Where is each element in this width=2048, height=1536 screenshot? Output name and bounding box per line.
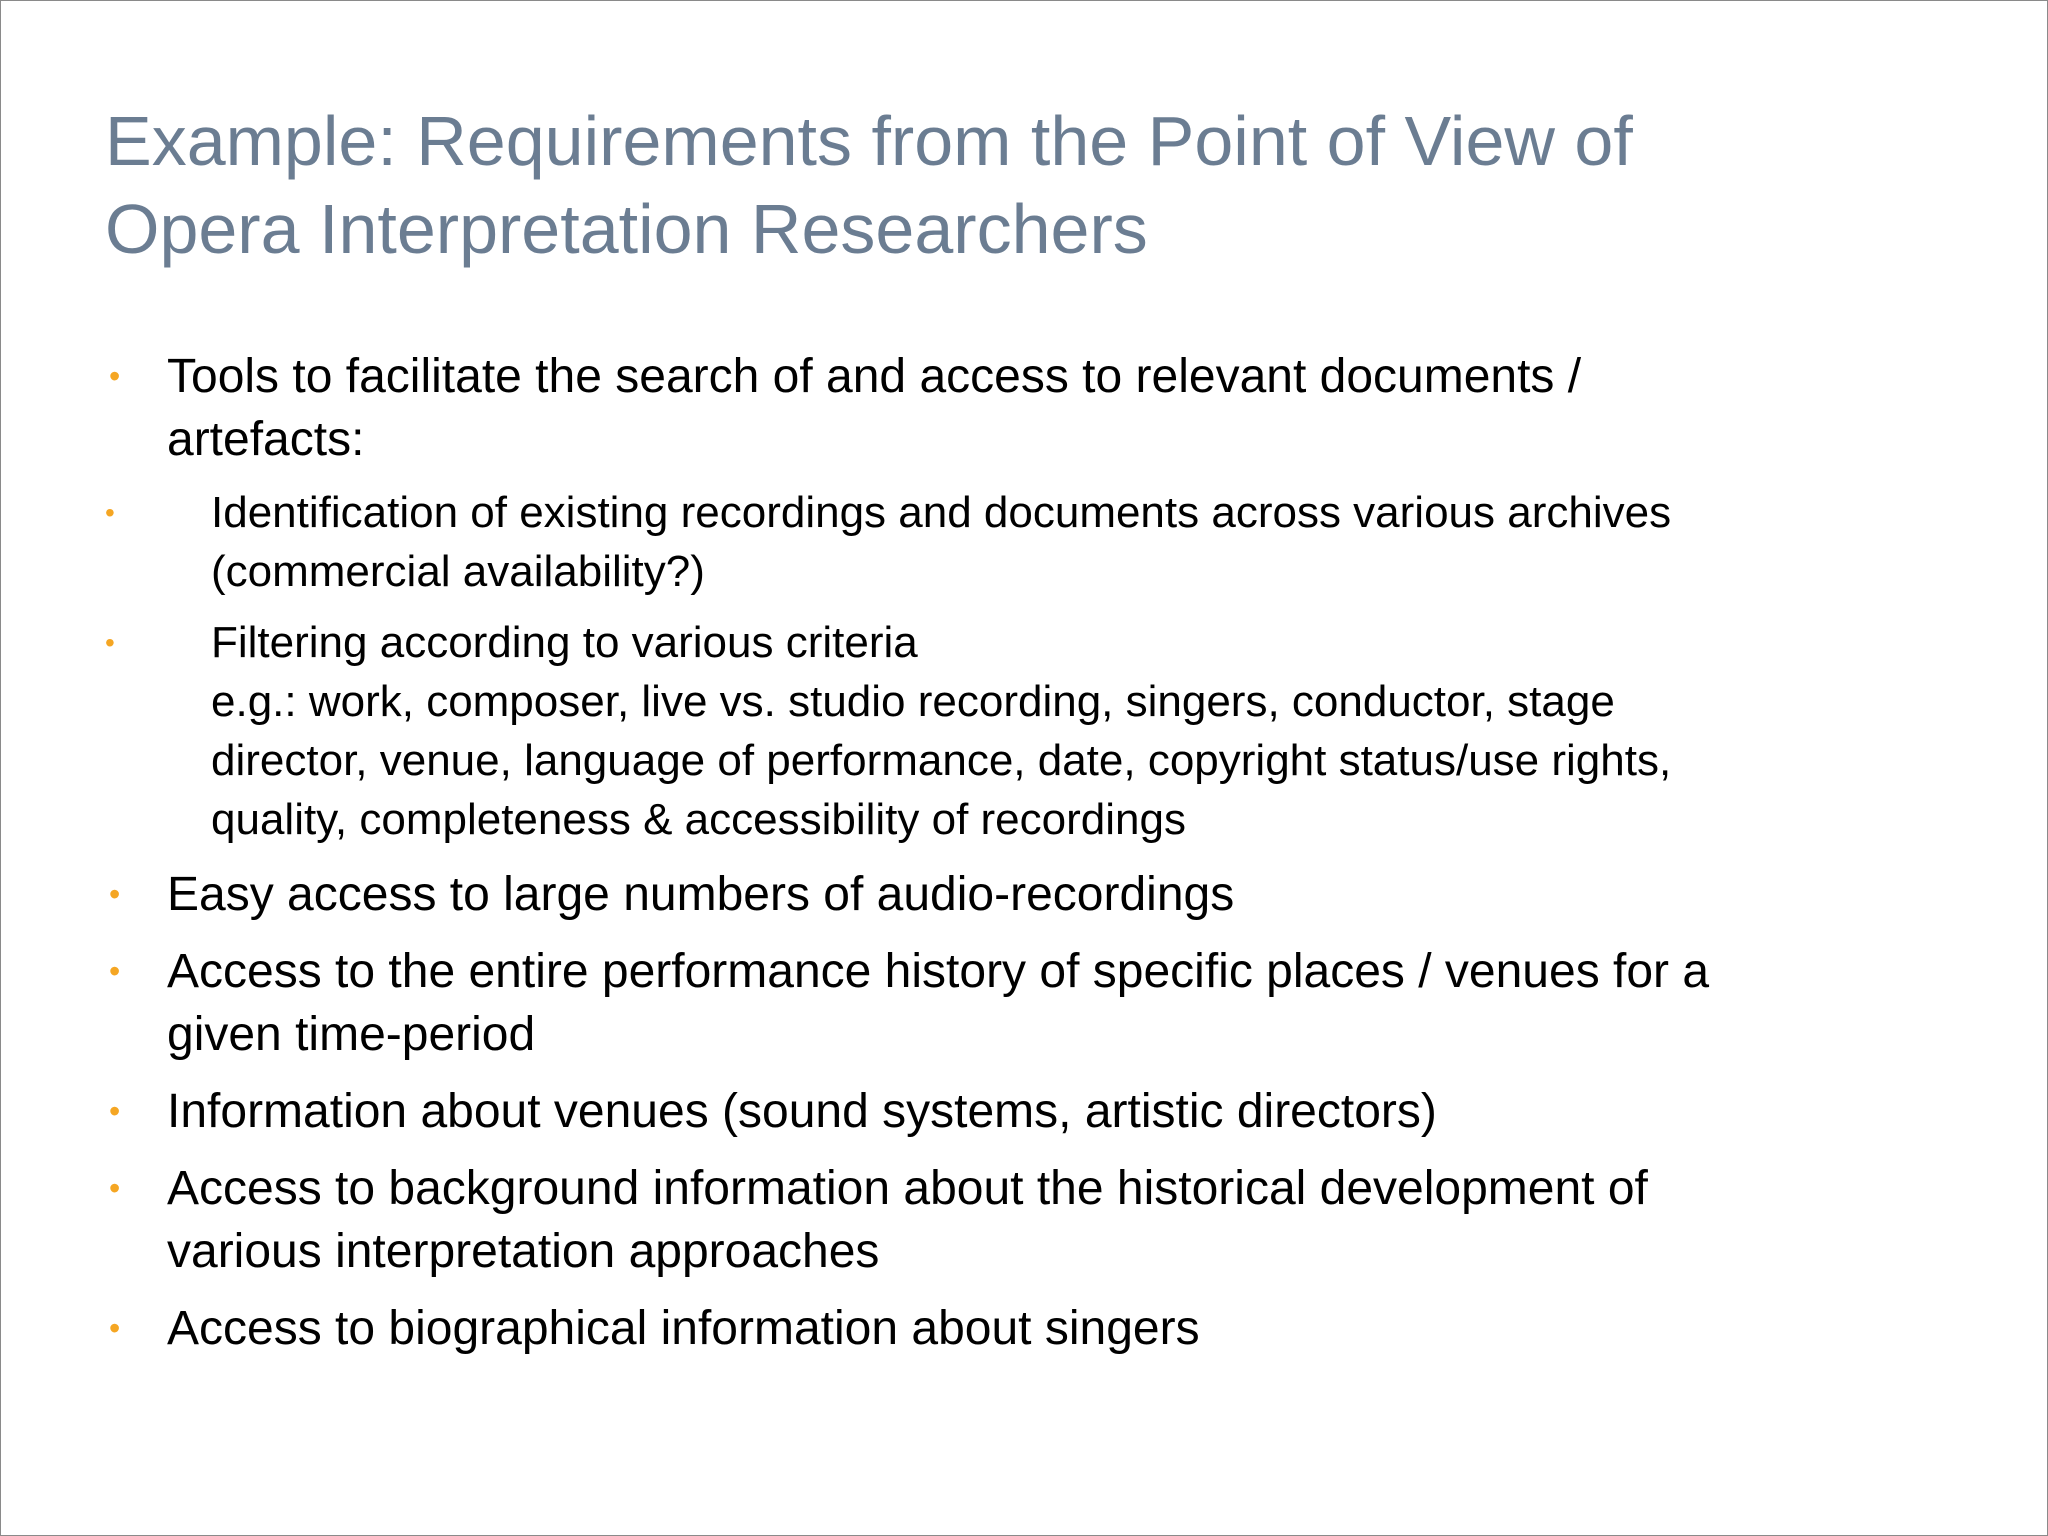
slide-title-line: Opera Interpretation Researchers: [105, 190, 1148, 268]
bullet-item: [105, 1157, 1965, 1283]
sub-bullet-text-line: e.g.: work, composer, live vs. studio recording, singers, conductor, stage: [211, 677, 1615, 726]
bullet-text-line: Access to biographical information about singers: [167, 1302, 1200, 1355]
slide-title-line: Example: Requirements from the Point of View of: [105, 102, 1633, 180]
bullet-icon: •: [109, 1093, 121, 1129]
sub-bullet-text-line: (commercial availability?): [211, 547, 705, 596]
bullet-text-line: Access to the entire performance history of specific places / venues for a: [167, 945, 1710, 998]
bullet-item: [105, 863, 1965, 926]
bullet-icon: •: [109, 1310, 121, 1346]
bullet-icon: •: [109, 358, 121, 394]
bullet-text-line: artefacts:: [167, 413, 365, 466]
bullet-text-line: various interpretation approaches: [167, 1225, 880, 1278]
bullet-text-line: Easy access to large numbers of audio-recordings: [167, 868, 1235, 921]
sub-bullet-item: [105, 613, 1965, 849]
bullet-icon: •: [109, 953, 121, 989]
sub-bullet-text-line: Identification of existing recordings and documents across various archives: [211, 488, 1672, 537]
bullet-list: [105, 345, 1965, 1360]
bullet-text-line: Access to background information about the historical development of: [167, 1162, 1648, 1215]
bullet-item: [105, 1080, 1965, 1143]
sub-bullet-icon: •: [105, 627, 115, 658]
sub-bullet-item: [105, 483, 1965, 601]
bullet-item: [105, 345, 1965, 849]
bullet-text-line: Tools to facilitate the search of and access to relevant documents /: [167, 350, 1582, 403]
bullet-text-line: Information about venues (sound systems, artistic directors): [167, 1085, 1437, 1138]
sub-bullet-text-line: Filtering according to various criteria: [211, 618, 918, 667]
sub-bullet-list: [105, 483, 1965, 849]
bullet-text-line: given time-period: [167, 1008, 536, 1061]
sub-bullet-icon: •: [105, 497, 115, 528]
slide-title: [105, 97, 1905, 273]
bullet-icon: •: [109, 1170, 121, 1206]
bullet-icon: •: [109, 876, 121, 912]
sub-bullet-text-line: quality, completeness & accessibility of recordings: [211, 795, 1186, 844]
bullet-item: [105, 1297, 1965, 1360]
sub-bullet-text-line: director, venue, language of performance, date, copyright status/use rights,: [211, 736, 1672, 785]
slide-body: [105, 345, 1965, 1374]
bullet-item: [105, 940, 1965, 1066]
